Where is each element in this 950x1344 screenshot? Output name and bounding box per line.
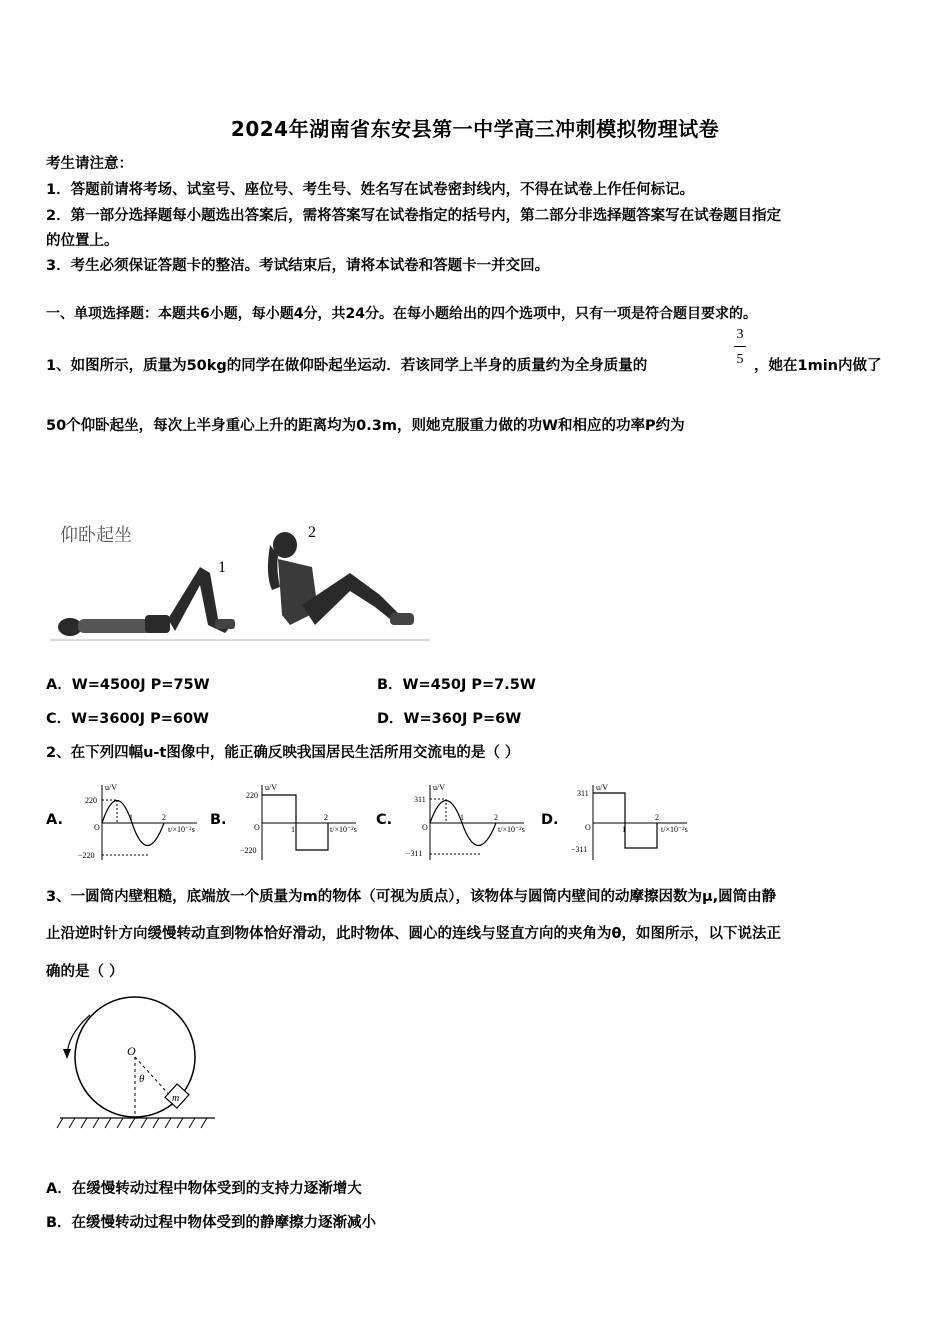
situp-figure-label: 仰卧起坐 (60, 525, 132, 545)
notice-item-2-cont: 的位置上。 (46, 233, 119, 249)
graph-d-bottom: −311 (571, 845, 588, 854)
graph-a-t1: 1 (129, 813, 133, 822)
graph-d-t1: 1 (622, 825, 626, 834)
q3-line-1: 3、一圆筒内壁粗糙，底端放一个质量为m的物体（可视为质点），该物体与圆筒内壁间的动摩擦因数为μ,圆筒由静 (46, 889, 777, 905)
q3-line-2: 止沿逆时针方向缓慢转动直到物体恰好滑动，此时物体、圆心的连线与竖直方向的夹角为θ，如图所示，以下说法正 (46, 926, 781, 942)
graph-d-t2: 2 (655, 813, 659, 822)
person-sitting (268, 532, 414, 625)
center-label: O (127, 1044, 136, 1058)
graph-c-xlabel: t/×10⁻²s (498, 825, 525, 834)
section-heading: 一、单项选择题：本题共6小题，每小题4分，共24分。在每小题给出的四个选项中，只有一项是符合题目要求的。 (46, 306, 757, 322)
graph-b-xlabel: t/×10⁻²s (330, 825, 357, 834)
graph-b[interactable] (236, 780, 366, 865)
graph-c-t1: 1 (460, 813, 464, 822)
q2-option-a-label[interactable]: A. (46, 812, 63, 828)
graph-d-xlabel: t/×10⁻²s (661, 825, 688, 834)
graph-c-ylabel: u/V (433, 783, 445, 792)
q3-line-3: 确的是（ ） (46, 964, 124, 980)
page-title: 2024年湖南省东安县第一中学高三冲刺模拟物理试卷 (230, 117, 720, 141)
situp-figure (50, 515, 440, 650)
graph-b-top: 220 (246, 791, 258, 800)
angle-label: θ (139, 1073, 145, 1085)
notice-heading: 考生请注意： (46, 156, 133, 172)
graph-b-ylabel: u/V (265, 783, 277, 792)
q3-option-b[interactable]: B．在缓慢转动过程中物体受到的静摩擦力逐渐减小 (46, 1215, 377, 1231)
q1-option-d[interactable]: D．W=360J P=6W (377, 711, 522, 727)
person-lying (58, 567, 235, 636)
mass-label: m (172, 1093, 180, 1104)
graph-a-t2: 2 (162, 813, 166, 822)
q1-text-b: ，她在1min内做了 (754, 358, 882, 374)
q2-option-c-label[interactable]: C. (376, 812, 393, 828)
cylinder-figure (55, 995, 225, 1135)
q1-option-c[interactable]: C．W=3600J P=60W (46, 711, 210, 727)
q1-fraction-bar (734, 346, 746, 347)
graph-a-xlabel: t/×10⁻²s (168, 825, 195, 834)
graph-c-origin: O (422, 823, 428, 832)
graph-d-ylabel: u/V (596, 783, 608, 792)
graph-d[interactable] (567, 780, 697, 865)
graph-d-top: 311 (577, 789, 589, 798)
graph-b-t2: 2 (324, 813, 328, 822)
q2-option-d-label[interactable]: D. (541, 812, 559, 828)
q2-text: 2、在下列四幅u-t图像中，能正确反映我国居民生活所用交流电的是（ ） (46, 745, 520, 761)
graph-b-origin: O (254, 823, 260, 832)
graph-c-top: 311 (414, 795, 426, 804)
graph-a-bottom: −220 (78, 851, 95, 860)
graph-c-bottom: −311 (406, 849, 423, 858)
graph-c-t2: 2 (494, 813, 498, 822)
graph-a-ylabel: u/V (105, 783, 117, 792)
q1-text-a: 1、如图所示，质量为50kg的同学在做仰卧起坐运动．若该同学上半身的质量约为全身质量的 (46, 358, 648, 374)
situp-mark-1: 1 (218, 559, 226, 576)
notice-item-1: 1．答题前请将考场、试室号、座位号、考生号、姓名写在试卷密封线内，不得在试卷上作任何标记。 (46, 182, 695, 198)
q3-option-a[interactable]: A．在缓慢转动过程中物体受到的支持力逐渐增大 (46, 1181, 362, 1197)
graph-b-t1: 1 (291, 825, 295, 834)
notice-item-3: 3．考生必须保证答题卡的整洁。考试结束后，请将本试卷和答题卡一并交回。 (46, 258, 550, 274)
situp-mark-2: 2 (308, 524, 316, 541)
q1-option-a[interactable]: A．W=4500J P=75W (46, 677, 210, 693)
graph-d-origin: O (585, 823, 591, 832)
q1-fraction-numerator: 3 (736, 327, 744, 342)
graph-a-origin: O (94, 823, 100, 832)
graph-b-bottom: −220 (240, 846, 257, 855)
q2-option-b-label[interactable]: B. (210, 812, 227, 828)
q1-text-c: 50个仰卧起坐，每次上半身重心上升的距离均为0.3m，则她克服重力做的功W和相应的功率P约为 (46, 418, 685, 434)
graph-a[interactable] (72, 780, 212, 865)
notice-item-2: 2．第一部分选择题每小题选出答案后，需将答案写在试卷指定的括号内，第二部分非选择题答案写在试卷题目指定 (46, 208, 782, 224)
q1-option-b[interactable]: B．W=450J P=7.5W (377, 677, 536, 693)
ground-hatch (57, 1118, 207, 1128)
graph-a-top: 220 (85, 796, 97, 805)
q1-fraction-denominator: 5 (736, 352, 744, 367)
rotation-arrowhead-icon (63, 1049, 71, 1059)
graph-c[interactable] (402, 780, 532, 865)
